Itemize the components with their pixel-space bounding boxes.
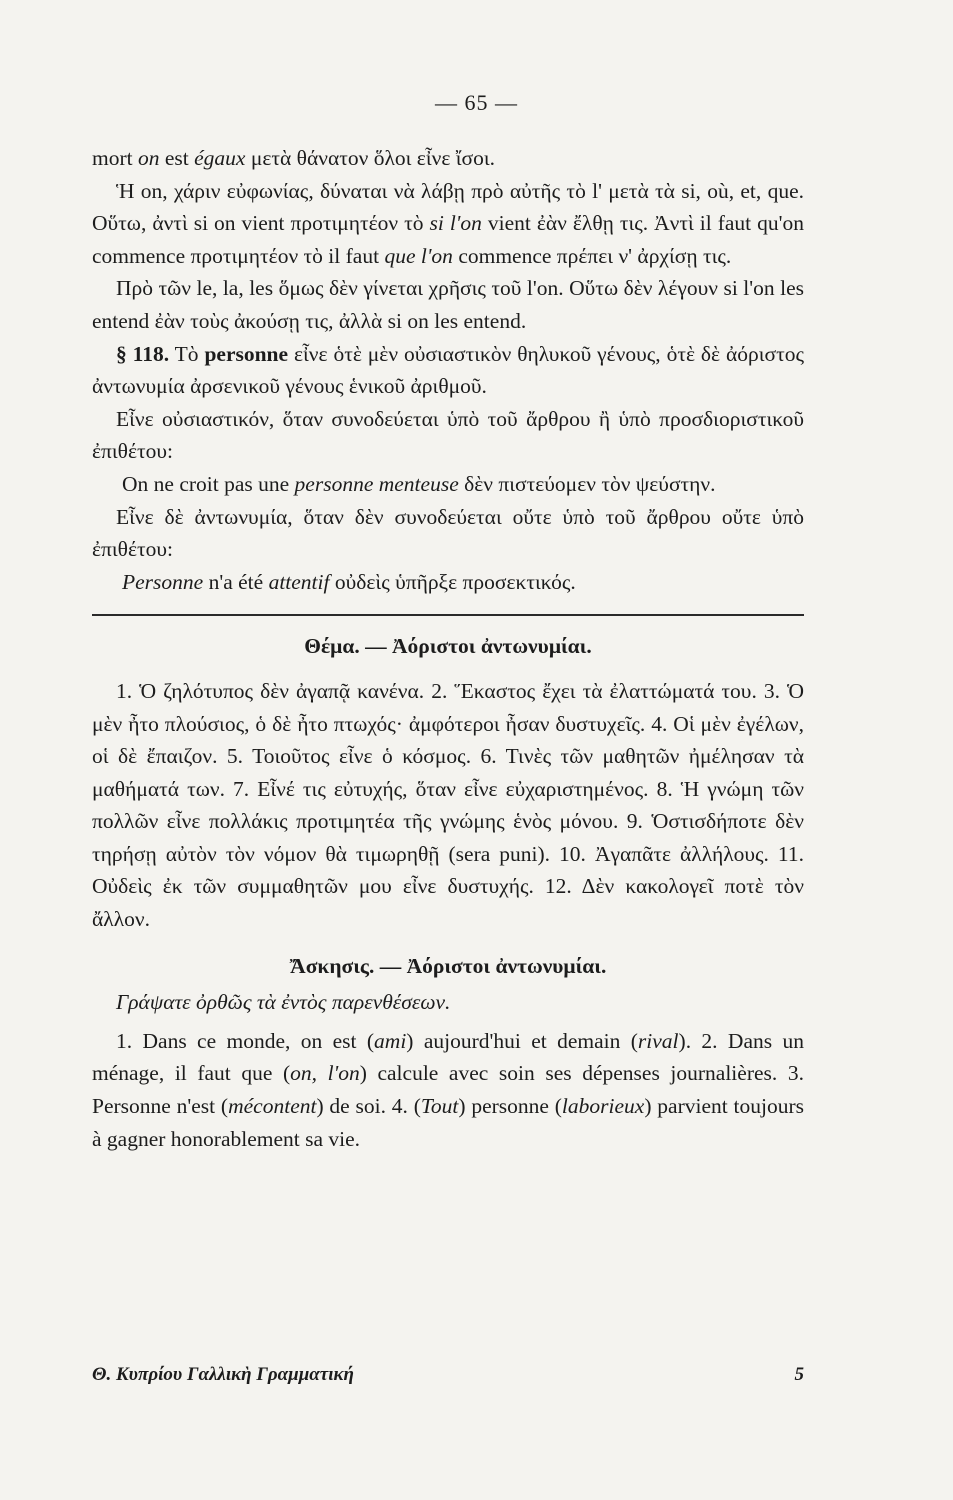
example-2: Personne n'a été attentif οὐδεὶς ὑπῆρξε προσεκτικός. bbox=[122, 569, 576, 594]
page-number: — 65 — bbox=[435, 90, 518, 115]
theme-heading: Θέμα. — Ἀόριστοι ἀντωνυμίαι. bbox=[304, 634, 592, 659]
page-footer bbox=[92, 1364, 804, 1386]
exercise-sentences: 1. Dans ce monde, on est (ami) aujourd'hui et demain (rival). 2. Dans un ménage, il faut que (on, l'on) calcule avec soin ses dépenses journalières. 3. Personne n'est (mécontent) de soi. 4. (Tout) personne (laborieux) parvient toujours à gagner honorablement sa vie. bbox=[92, 1028, 804, 1151]
section-118: § 118. Τὸ personne εἶνε ὁτὲ μὲν οὐσιαστικὸν θηλυκοῦ γένους, ὁτὲ δὲ ἀόριστος ἀντωνυμία ἀρσενικοῦ γένους ἑνικοῦ ἀριθμοῦ. bbox=[92, 341, 804, 399]
divider bbox=[92, 614, 804, 616]
paragraph-5: Εἶνε δὲ ἀντωνυμία, ὅταν δὲν συνοδεύεται οὔτε ὑπὸ τοῦ ἄρθρου οὔτε ὑπὸ ἐπιθέτου: bbox=[92, 504, 804, 562]
exercise-heading: Ἄσκησις. — Ἀόριστοι ἀντωνυμίαι. bbox=[289, 953, 607, 978]
paragraph-1: mort on est égaux μετὰ θάνατον ὅλοι εἶνε ἴσοι. bbox=[92, 146, 496, 170]
paragraph-3: Πρὸ τῶν le, la, les ὅμως δὲν γίνεται χρῆσις τοῦ l'on. Οὕτω δὲν λέγουν si l'on les entend ἐὰν τοὺς ἀκούσῃ τις, ἀλλὰ si on les entend. bbox=[92, 276, 804, 333]
paragraph-2: Ἡ on, χάριν εὐφωνίας, δύναται νὰ λάβῃ πρὸ αὐτῆς τὸ l' μετὰ τὰ si, où, et, que. Οὕτω, ἀντὶ si on vient προτιμητέον τὸ si l'on vient ἐὰν ἔλθῃ τις. Ἀντὶ il faut qu'on commence προτιμητέον τὸ il faut que l'on commence πρέπει ν' ἀρχίσῃ τις. bbox=[92, 178, 805, 268]
paragraph-4: Εἶνε οὐσιαστικόν, ὅταν συνοδεύεται ὑπὸ τοῦ ἄρθρου ἢ ὑπὸ προσδιοριστικοῦ ἐπιθέτου: bbox=[92, 406, 804, 464]
signature-mark: 5 bbox=[794, 1364, 804, 1385]
main-text bbox=[92, 142, 804, 1155]
exercise-instruction: Γράψατε ὀρθῶς τὰ ἐντὸς παρενθέσεων. bbox=[116, 990, 451, 1015]
example-1: On ne croit pas une personne menteuse δὲν πιστεύομεν τὸν ψεύστην. bbox=[122, 471, 716, 496]
footer-author: Θ. Κυπρίου Γαλλικὴ Γραμματική bbox=[92, 1364, 354, 1385]
theme-body: 1. Ὁ ζηλότυπος δὲν ἀγαπᾷ κανένα. 2. Ἕκαστος ἔχει τὰ ἐλαττώματά του. 3. Ὁ μὲν ἦτο πλούσιος, ὁ δὲ ἦτο πτωχός· ἀμφότεροι ἦσαν δυστυχεῖς. 4. Οἱ μὲν ἐγέλων, οἱ δὲ ἔπαιζον. 5. Τοιοῦτος εἶνε ὁ κόσμος. 6. Τινὲς τῶν μαθητῶν ἠμέλησαν τὰ μαθήματά των. 7. Εἶνέ τις εὐτυχής, ὅταν εἶνε εὐχαριστημένος. 8. Ἡ γνώμη τῶν πολλῶν εἶνε πολλάκις προτιμητέα τῆς γνώμης ἑνὸς μόνου. 9. Ὁστισδήποτε δὲν τηρήσῃ αὐτὸν τὸν νόμον θὰ τιμωρηθῇ (sera puni). 10. Ἀγαπᾶτε ἀλλήλους. 11. Οὐδεὶς ἐκ τῶν συμμαθητῶν μου εἶνε δυστυχής. 12. Δὲν κακολογεῖ ποτὲ τὸν ἄλλον. bbox=[92, 678, 804, 932]
